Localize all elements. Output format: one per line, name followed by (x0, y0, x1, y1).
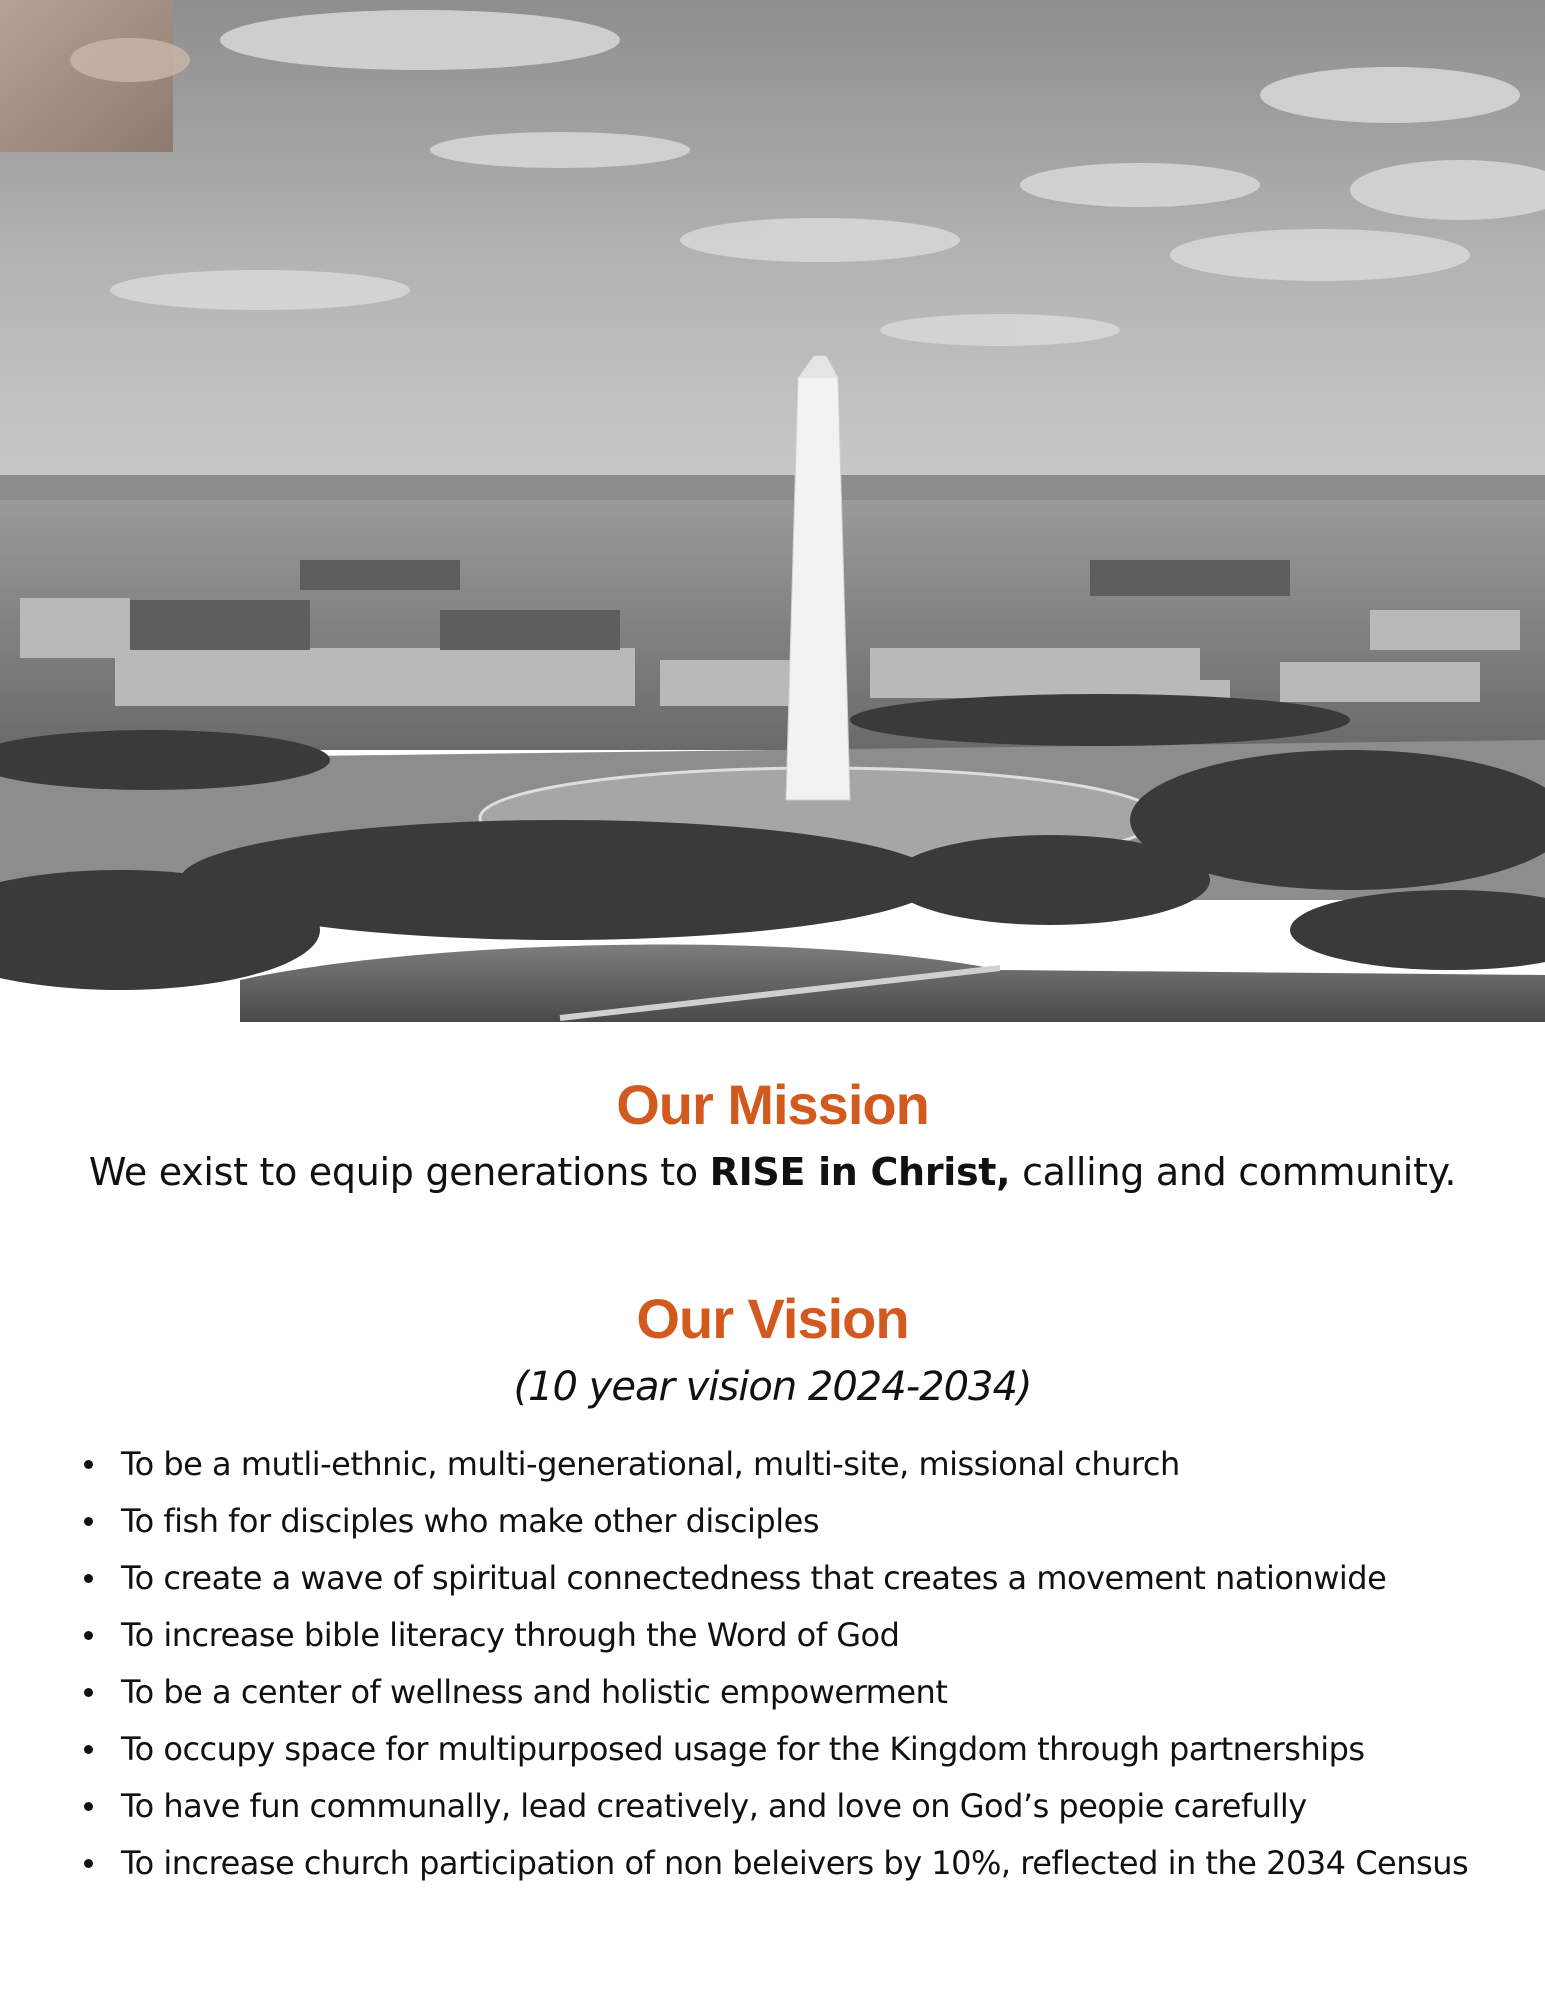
mission-title: Our Mission (616, 1073, 929, 1136)
mission-text-after: calling and community. (1010, 1150, 1457, 1194)
bullet-icon (84, 1574, 93, 1583)
bullet-icon (84, 1688, 93, 1697)
list-item (84, 1784, 1524, 1841)
bullet-icon (84, 1517, 93, 1526)
goal-text: To occupy space for multipurposed usage for the Kingdom through partnerships (121, 1730, 1365, 1768)
vision-subtitle: (10 year vision 2024-2034) (513, 1364, 1032, 1410)
mission-text-before: We exist to equip generations to (88, 1150, 710, 1194)
goal-text: To increase church participation of non beleivers by 10%, reflected in the 2034 Census (121, 1844, 1469, 1882)
vision-goals-list (84, 1442, 1524, 1898)
vision-title: Our Vision (636, 1287, 909, 1350)
bullet-icon (84, 1802, 93, 1811)
goal-text: To create a wave of spiritual connectedness that creates a movement nationwide (121, 1559, 1387, 1597)
list-item (84, 1841, 1524, 1898)
mission-text-bold: RISE in Christ, (709, 1150, 1011, 1194)
list-item (84, 1670, 1524, 1727)
bullet-icon (84, 1859, 93, 1868)
goal-text: To have fun communally, lead creatively, and love on God’s peopie carefully (121, 1787, 1307, 1825)
bullet-icon (84, 1631, 93, 1640)
goal-text: To be a center of wellness and holistic empowerment (121, 1673, 948, 1711)
list-item (84, 1499, 1524, 1556)
list-item (84, 1613, 1524, 1670)
bullet-icon (84, 1460, 93, 1469)
goal-text: To fish for disciples who make other disciples (121, 1502, 819, 1540)
bullet-icon (84, 1745, 93, 1754)
goal-text: To be a mutli-ethnic, multi-generational, multi-site, missional church (121, 1445, 1180, 1483)
goal-text: To increase bible literacy through the Word of God (121, 1616, 900, 1654)
list-item (84, 1442, 1524, 1499)
mission-statement (0, 1150, 1545, 1194)
list-item (84, 1727, 1524, 1784)
list-item (84, 1556, 1524, 1613)
